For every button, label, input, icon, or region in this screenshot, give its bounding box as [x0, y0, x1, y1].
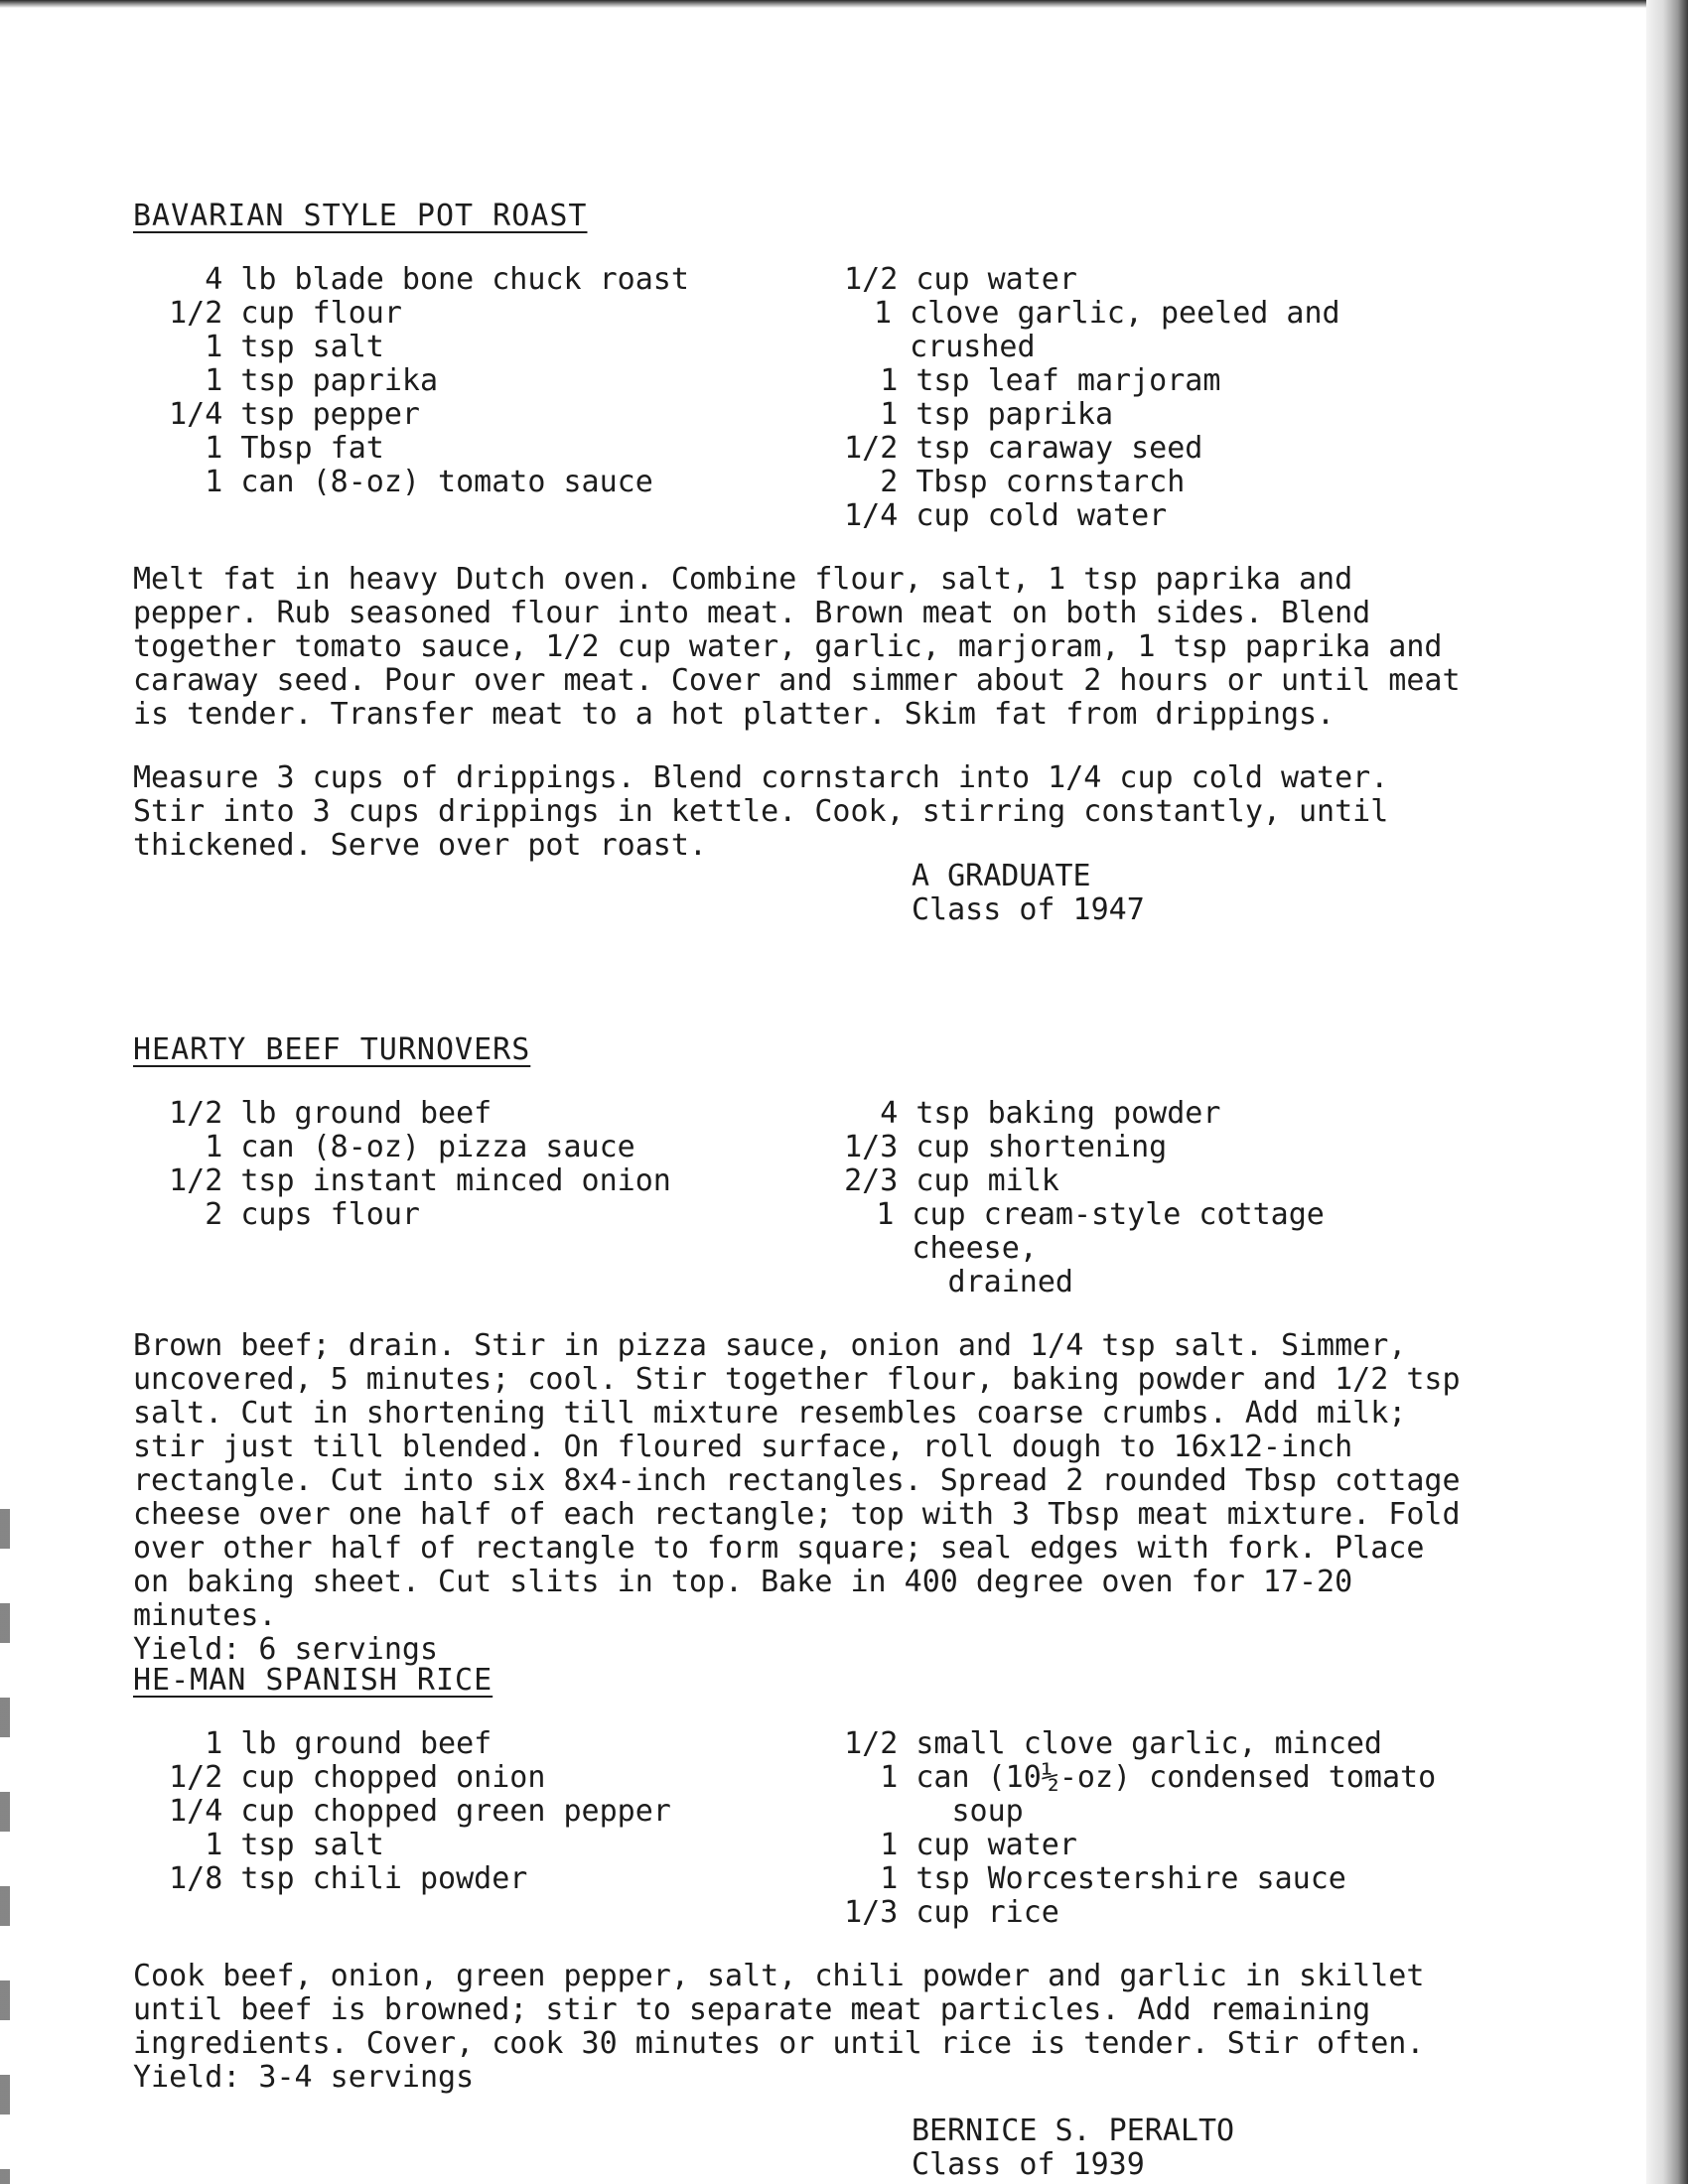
ingredient: [808, 466, 1444, 499]
ingredient-qty: 1/2: [844, 262, 899, 297]
binding-marks: [0, 1509, 10, 2184]
ingredient-qty: 1/2: [844, 1726, 899, 1761]
ingredient-qty: 2: [880, 465, 899, 499]
ingredient-item: cup rice: [915, 1895, 1059, 1930]
signature-block: [912, 2115, 1234, 2182]
ingredient-qty: 1: [880, 1861, 899, 1896]
ingredient-item: tsp instant minced onion: [240, 1163, 671, 1198]
ingredient-item: can (10½-oz) condensed tomato soup: [915, 1760, 1437, 1829]
ingredient-item: tsp paprika: [240, 363, 439, 398]
ingredient-qty: 1: [873, 296, 893, 331]
ingredient-qty: 1: [205, 465, 223, 499]
ingredient: [133, 1131, 808, 1164]
ingredient: [808, 1164, 1444, 1198]
ingredient: [808, 398, 1444, 432]
page-top-shadow: [0, 0, 1688, 8]
ingredient: [133, 1829, 808, 1862]
page-edge-shadow: [1646, 0, 1688, 2184]
ingredient: [808, 1862, 1444, 1896]
ingredient-column-right: [808, 1727, 1444, 1930]
ingredient-qty: 4: [880, 1096, 899, 1131]
ingredient: [133, 263, 808, 297]
ingredient-list: [133, 263, 1464, 533]
ingredient-qty: 1/8: [169, 1861, 223, 1896]
ingredient: [808, 1896, 1444, 1930]
ingredient-list: [133, 1097, 1464, 1299]
direction-paragraph: Measure 3 cups of drippings. Blend cornstarch into 1/4 cup cold water. Stir into 3 cups drippings in kettle. Cook, stirring constantly, until thickened. Serve over pot roast.: [133, 760, 1389, 863]
ingredient-qty: 1: [880, 1760, 899, 1795]
recipe-bavarian-pot-roast: [133, 199, 1464, 892]
ingredient: [133, 1198, 808, 1232]
ingredient: [808, 1727, 1444, 1761]
ingredient: [808, 364, 1444, 398]
ingredient: [808, 1198, 1444, 1299]
directions: [133, 563, 1464, 863]
ingredient: [133, 1862, 808, 1896]
ingredient-qty: 1: [205, 431, 223, 466]
ingredient-qty: 1: [880, 363, 899, 398]
ingredient-qty: 1: [205, 1828, 223, 1862]
ingredient-qty: 4: [205, 262, 223, 297]
signature-name: BERNICE S. PERALTO: [912, 2114, 1235, 2148]
ingredient-qty: 1: [205, 1130, 223, 1164]
recipe-title: HE-MAN SPANISH RICE: [133, 1663, 493, 1698]
ingredient: [133, 1097, 808, 1131]
ingredient: [133, 466, 808, 499]
ingredient-item: tsp caraway seed: [915, 431, 1203, 466]
ingredient-item: cup shortening: [915, 1130, 1168, 1164]
ingredient-qty: 1: [876, 1197, 895, 1232]
ingredient-item: cup cream-style cottage cheese, drained: [912, 1197, 1325, 1299]
ingredient-column-right: [808, 1097, 1444, 1299]
signature-block: [912, 860, 1145, 927]
ingredient-qty: 1/4: [169, 1794, 223, 1829]
ingredient: [808, 1829, 1444, 1862]
ingredient-item: tsp paprika: [915, 397, 1114, 432]
recipe-he-man-spanish-rice: [133, 1663, 1464, 2124]
ingredient-qty: 2/3: [844, 1163, 899, 1198]
ingredient-item: Tbsp cornstarch: [915, 465, 1186, 499]
ingredient-item: cup chopped green pepper: [240, 1794, 671, 1829]
ingredient-qty: 1: [205, 330, 223, 364]
ingredient-qty: 1: [205, 1726, 223, 1761]
ingredient-column-right: [808, 263, 1444, 533]
ingredient-list: [133, 1727, 1464, 1930]
ingredient-qty: 1: [880, 1828, 899, 1862]
recipe-title: HEARTY BEEF TURNOVERS: [133, 1032, 531, 1067]
ingredient-item: tsp pepper: [240, 397, 420, 432]
ingredient-item: cup chopped onion: [240, 1760, 546, 1795]
ingredient-item: Tbsp fat: [240, 431, 384, 466]
ingredient-qty: 1/4: [844, 498, 899, 533]
ingredient: [133, 297, 808, 331]
ingredient: [808, 263, 1444, 297]
ingredient-item: tsp Worcestershire sauce: [915, 1861, 1346, 1896]
ingredient-item: tsp chili powder: [240, 1861, 528, 1896]
ingredient: [808, 1097, 1444, 1131]
ingredient: [133, 398, 808, 432]
ingredient: [133, 1164, 808, 1198]
direction-yield: Yield: 6 servings: [133, 1632, 439, 1667]
ingredient: [133, 1761, 808, 1795]
ingredient-item: clove garlic, peeled and crushed: [910, 296, 1358, 364]
ingredient-item: small clove garlic, minced: [915, 1726, 1382, 1761]
recipe-title: BAVARIAN STYLE POT ROAST: [133, 199, 588, 233]
ingredient-item: cup milk: [915, 1163, 1059, 1198]
direction-paragraph: Brown beef; drain. Stir in pizza sauce, onion and 1/4 tsp salt. Simmer, uncovered, 5 minutes; cool. Stir together flour, baking powder and 1/2 tsp salt. Cut in shortening till mixture resembles coarse crumbs. Add milk; stir just till blended. On floured surface, roll dough to 16x12-inch rectangle. Cut into six 8x4-inch rectangles. Spread 2 rounded Tbsp cottage cheese over one half of each rectangle; top with 3 Tbsp meat mixture. Fold over other half of rectangle to form square; seal edges with fork. Place on baking sheet. Cut slits in top. Bake in 400 degree oven for 17-20 minutes.: [133, 1328, 1461, 1633]
ingredient-qty: 1/3: [844, 1130, 899, 1164]
ingredient-qty: 1/4: [169, 397, 223, 432]
ingredient-item: cup water: [915, 1828, 1077, 1862]
ingredient: [808, 1131, 1444, 1164]
ingredient-column-left: [133, 263, 808, 533]
ingredient: [133, 1795, 808, 1829]
recipe-hearty-beef-turnovers: [133, 1032, 1464, 1697]
ingredient-qty: 1/2: [169, 1096, 223, 1131]
ingredient-item: can (8-oz) tomato sauce: [240, 465, 653, 499]
ingredient: [133, 1727, 808, 1761]
ingredient-item: cup cold water: [915, 498, 1168, 533]
ingredient-item: cups flour: [240, 1197, 420, 1232]
ingredient-item: tsp baking powder: [915, 1096, 1221, 1131]
ingredient-qty: 1: [880, 397, 899, 432]
ingredient-item: lb blade bone chuck roast: [240, 262, 689, 297]
directions: [133, 1329, 1464, 1667]
ingredient-column-left: [133, 1727, 808, 1930]
directions: [133, 1960, 1464, 2095]
ingredient-item: cup flour: [240, 296, 402, 331]
ingredient-qty: 1/2: [169, 296, 223, 331]
signature-name: A GRADUATE: [912, 859, 1091, 893]
ingredient-item: tsp leaf marjoram: [915, 363, 1221, 398]
ingredient-item: tsp salt: [240, 330, 384, 364]
ingredient: [808, 499, 1444, 533]
ingredient: [133, 432, 808, 466]
ingredient-qty: 2: [205, 1197, 223, 1232]
ingredient-qty: 1/3: [844, 1895, 899, 1930]
ingredient-item: can (8-oz) pizza sauce: [240, 1130, 635, 1164]
ingredient: [133, 331, 808, 364]
ingredient-item: tsp salt: [240, 1828, 384, 1862]
ingredient: [808, 297, 1444, 364]
signature-class: Class of 1947: [912, 892, 1145, 927]
ingredient-column-left: [133, 1097, 808, 1299]
ingredient-qty: 1/2: [169, 1760, 223, 1795]
signature-class: Class of 1939: [912, 2147, 1145, 2182]
ingredient-qty: 1: [205, 363, 223, 398]
ingredient-item: lb ground beef: [240, 1096, 492, 1131]
direction-yield: Yield: 3-4 servings: [133, 2060, 475, 2095]
ingredient-qty: 1/2: [844, 431, 899, 466]
ingredient-qty: 1/2: [169, 1163, 223, 1198]
direction-paragraph: Cook beef, onion, green pepper, salt, chili powder and garlic in skillet until beef is browned; stir to separate meat particles. Add remaining ingredients. Cover, cook 30 minutes or until rice is tender. Stir often.: [133, 1959, 1425, 2061]
ingredient: [133, 364, 808, 398]
direction-paragraph: Melt fat in heavy Dutch oven. Combine flour, salt, 1 tsp paprika and pepper. Rub seasoned flour into meat. Brown meat on both sides. Blend together tomato sauce, 1/2 cup water, garlic, marjoram, 1 tsp paprika and caraway seed. Pour over meat. Cover and simmer about 2 hours or until meat is tender. Transfer meat to a hot platter. Skim fat from drippings.: [133, 562, 1461, 732]
ingredient: [808, 432, 1444, 466]
ingredient: [808, 1761, 1444, 1829]
ingredient-item: lb ground beef: [240, 1726, 492, 1761]
ingredient-item: cup water: [915, 262, 1077, 297]
